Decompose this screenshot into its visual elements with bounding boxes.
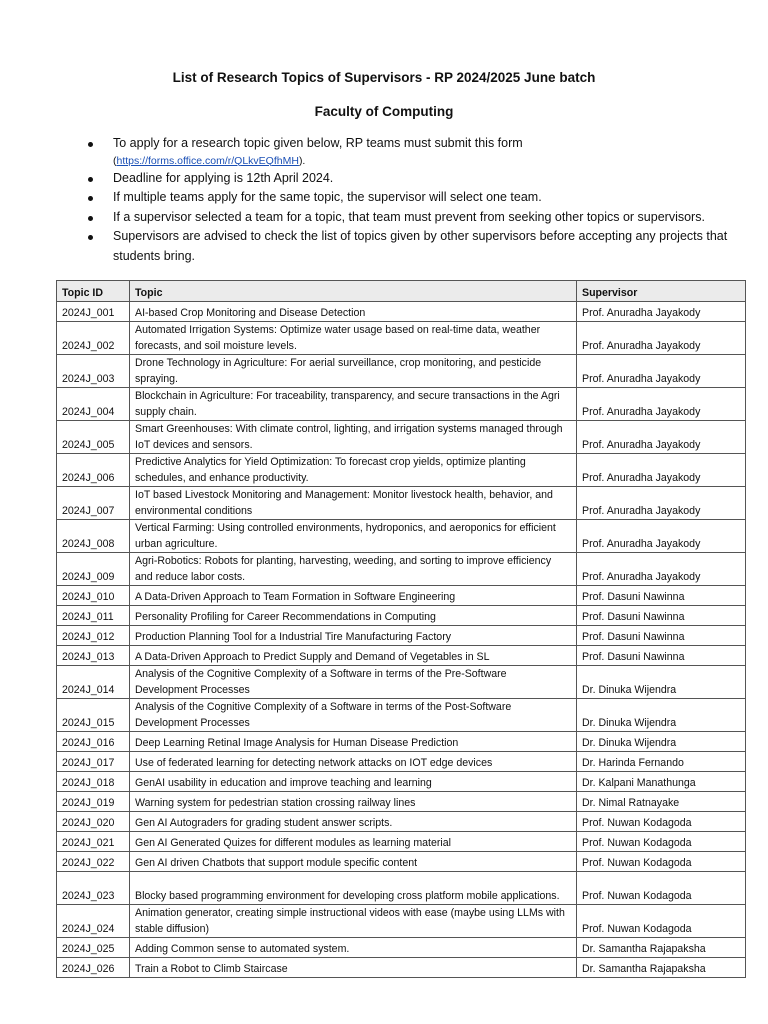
- table-row: [57, 355, 746, 388]
- table-row: [57, 586, 746, 606]
- table-row: [57, 938, 746, 958]
- topic-cell: Agri-Robotics: Robots for planting, harvesting, weeding, and sorting to improve efficiency and reduce labor costs.: [130, 553, 577, 586]
- supervisor-cell: Dr. Kalpani Manathunga: [577, 772, 746, 792]
- supervisor-cell: Prof. Dasuni Nawinna: [577, 626, 746, 646]
- instruction-text: Deadline for applying is 12th April 2024.: [113, 170, 334, 185]
- topic-cell: A Data-Driven Approach to Team Formation in Software Engineering: [130, 586, 577, 606]
- table-row: [57, 832, 746, 852]
- supervisor-cell: Dr. Dinuka Wijendra: [577, 699, 746, 732]
- topic-cell: Predictive Analytics for Yield Optimization: To forecast crop yields, optimize planting schedules, and enhance productivity.: [130, 454, 577, 487]
- supervisor-cell: Prof. Anuradha Jayakody: [577, 322, 746, 355]
- table-row: [57, 553, 746, 586]
- supervisor-cell: Prof. Dasuni Nawinna: [577, 586, 746, 606]
- supervisor-cell: Dr. Dinuka Wijendra: [577, 666, 746, 699]
- topic-id-cell: 2024J_006: [57, 454, 130, 487]
- table-row: [57, 958, 746, 978]
- instruction-item: [88, 169, 728, 189]
- topic-cell: Gen AI driven Chatbots that support module specific content: [130, 852, 577, 872]
- topic-cell: Warning system for pedestrian station crossing railway lines: [130, 792, 577, 812]
- table-row: [57, 905, 746, 938]
- topic-id-cell: 2024J_024: [57, 905, 130, 938]
- topic-id-cell: 2024J_008: [57, 520, 130, 553]
- header-supervisor: Supervisor: [577, 281, 746, 302]
- faculty-subtitle: Faculty of Computing: [314, 104, 454, 119]
- table-row: [57, 322, 746, 355]
- supervisor-cell: Prof. Anuradha Jayakody: [577, 454, 746, 487]
- instruction-item: [88, 227, 728, 266]
- table-row: [57, 699, 746, 732]
- instruction-item: [88, 188, 728, 208]
- table-row: [57, 872, 746, 905]
- supervisor-cell: Dr. Nimal Ratnayake: [577, 792, 746, 812]
- link-close-paren: ).: [298, 154, 306, 167]
- topic-cell: Animation generator, creating simple instructional videos with ease (maybe using LLMs with stable diffusion): [130, 905, 577, 938]
- supervisor-cell: Prof. Nuwan Kodagoda: [577, 852, 746, 872]
- table-row: [57, 606, 746, 626]
- table-row: [57, 732, 746, 752]
- topic-cell: Blockchain in Agriculture: For traceability, transparency, and secure transactions in the Agri supply chain.: [130, 388, 577, 421]
- table-row: [57, 752, 746, 772]
- topic-id-cell: 2024J_018: [57, 772, 130, 792]
- supervisor-cell: Prof. Anuradha Jayakody: [577, 520, 746, 553]
- topic-id-cell: 2024J_013: [57, 646, 130, 666]
- instruction-text: If a supervisor selected a team for a topic, that team must prevent from seeking other topics or supervisors.: [113, 209, 705, 224]
- topic-id-cell: 2024J_001: [57, 302, 130, 322]
- application-form-link[interactable]: https://forms.office.com/r/QLkvEQfhMH: [116, 154, 299, 167]
- topic-cell: Smart Greenhouses: With climate control, lighting, and irrigation systems managed through IoT devices and sensors.: [130, 421, 577, 454]
- supervisor-cell: Prof. Anuradha Jayakody: [577, 421, 746, 454]
- form-link-line: [113, 154, 728, 169]
- table-row: [57, 487, 746, 520]
- topic-id-cell: 2024J_023: [57, 872, 130, 905]
- table-row: [57, 626, 746, 646]
- table-row: [57, 792, 746, 812]
- supervisor-cell: Dr. Harinda Fernando: [577, 752, 746, 772]
- topic-id-cell: 2024J_002: [57, 322, 130, 355]
- topic-cell: Vertical Farming: Using controlled environments, hydroponics, and aeroponics for efficient urban agriculture.: [130, 520, 577, 553]
- topic-cell: AI-based Crop Monitoring and Disease Detection: [130, 302, 577, 322]
- topic-id-cell: 2024J_015: [57, 699, 130, 732]
- instruction-item: [88, 134, 728, 169]
- topic-cell: Automated Irrigation Systems: Optimize water usage based on real-time data, weather forecasts, and soil moisture levels.: [130, 322, 577, 355]
- topic-cell: Adding Common sense to automated system.: [130, 938, 577, 958]
- table-header-row: [57, 281, 746, 302]
- instruction-text: Supervisors are advised to check the list of topics given by other supervisors before accepting any projects that students bring.: [113, 229, 728, 263]
- header-topic: Topic: [130, 281, 577, 302]
- table-row: [57, 520, 746, 553]
- table-row: [57, 666, 746, 699]
- instruction-text: If multiple teams apply for the same topic, the supervisor will select one team.: [113, 190, 542, 204]
- supervisor-cell: Prof. Dasuni Nawinna: [577, 646, 746, 666]
- document-title: List of Research Topics of Supervisors - RP 2024/2025 June batch: [172, 70, 596, 85]
- topic-id-cell: 2024J_010: [57, 586, 130, 606]
- topic-cell: Train a Robot to Climb Staircase: [130, 958, 577, 978]
- supervisor-cell: Dr. Dinuka Wijendra: [577, 732, 746, 752]
- topic-id-cell: 2024J_021: [57, 832, 130, 852]
- topic-id-cell: 2024J_014: [57, 666, 130, 699]
- topic-id-cell: 2024J_011: [57, 606, 130, 626]
- topic-cell: GenAI usability in education and improve teaching and learning: [130, 772, 577, 792]
- topic-cell: Personality Profiling for Career Recommendations in Computing: [130, 606, 577, 626]
- table-row: [57, 646, 746, 666]
- topic-cell: Production Planning Tool for a Industrial Tire Manufacturing Factory: [130, 626, 577, 646]
- topic-id-cell: 2024J_026: [57, 958, 130, 978]
- supervisor-cell: Prof. Anuradha Jayakody: [577, 355, 746, 388]
- table-row: [57, 388, 746, 421]
- topic-cell: Analysis of the Cognitive Complexity of a Software in terms of the Pre-Software Development Processes: [130, 666, 577, 699]
- supervisor-cell: Prof. Nuwan Kodagoda: [577, 872, 746, 905]
- topic-id-cell: 2024J_005: [57, 421, 130, 454]
- table-row: [57, 812, 746, 832]
- topic-cell: Deep Learning Retinal Image Analysis for Human Disease Prediction: [130, 732, 577, 752]
- topic-id-cell: 2024J_003: [57, 355, 130, 388]
- topic-id-cell: 2024J_019: [57, 792, 130, 812]
- topic-id-cell: 2024J_022: [57, 852, 130, 872]
- supervisor-cell: Dr. Samantha Rajapaksha: [577, 958, 746, 978]
- topic-cell: Drone Technology in Agriculture: For aerial surveillance, crop monitoring, and pesticide spraying.: [130, 355, 577, 388]
- topic-cell: A Data-Driven Approach to Predict Supply and Demand of Vegetables in SL: [130, 646, 577, 666]
- topic-cell: Gen AI Generated Quizes for different modules as learning material: [130, 832, 577, 852]
- topic-cell: Blocky based programming environment for developing cross platform mobile applications.: [130, 872, 577, 905]
- supervisor-cell: Dr. Samantha Rajapaksha: [577, 938, 746, 958]
- table-row: [57, 421, 746, 454]
- topic-cell: Gen AI Autograders for grading student answer scripts.: [130, 812, 577, 832]
- table-row: [57, 772, 746, 792]
- topic-id-cell: 2024J_012: [57, 626, 130, 646]
- table-row: [57, 852, 746, 872]
- link-open-paren: (: [113, 154, 117, 167]
- supervisor-cell: Prof. Anuradha Jayakody: [577, 388, 746, 421]
- table-row: [57, 302, 746, 322]
- supervisor-cell: Prof. Nuwan Kodagoda: [577, 832, 746, 852]
- topic-id-cell: 2024J_004: [57, 388, 130, 421]
- research-topics-table: [56, 280, 746, 978]
- supervisor-cell: Prof. Nuwan Kodagoda: [577, 812, 746, 832]
- header-topic-id: Topic ID: [57, 281, 130, 302]
- topic-id-cell: 2024J_009: [57, 553, 130, 586]
- instruction-text: To apply for a research topic given below, RP teams must submit this form: [113, 136, 523, 150]
- topic-cell: IoT based Livestock Monitoring and Management: Monitor livestock health, behavior, and environmental conditions: [130, 487, 577, 520]
- supervisor-cell: Prof. Anuradha Jayakody: [577, 302, 746, 322]
- supervisor-cell: Prof. Anuradha Jayakody: [577, 487, 746, 520]
- table-row: [57, 454, 746, 487]
- supervisor-cell: Prof. Nuwan Kodagoda: [577, 905, 746, 938]
- instruction-item: [88, 208, 728, 228]
- topic-id-cell: 2024J_020: [57, 812, 130, 832]
- instructions-list: [88, 134, 728, 266]
- topic-cell: Analysis of the Cognitive Complexity of a Software in terms of the Post-Software Development Processes: [130, 699, 577, 732]
- supervisor-cell: Prof. Dasuni Nawinna: [577, 606, 746, 626]
- topic-cell: Use of federated learning for detecting network attacks on IOT edge devices: [130, 752, 577, 772]
- topic-id-cell: 2024J_007: [57, 487, 130, 520]
- topic-id-cell: 2024J_025: [57, 938, 130, 958]
- supervisor-cell: Prof. Anuradha Jayakody: [577, 553, 746, 586]
- topic-id-cell: 2024J_017: [57, 752, 130, 772]
- topic-id-cell: 2024J_016: [57, 732, 130, 752]
